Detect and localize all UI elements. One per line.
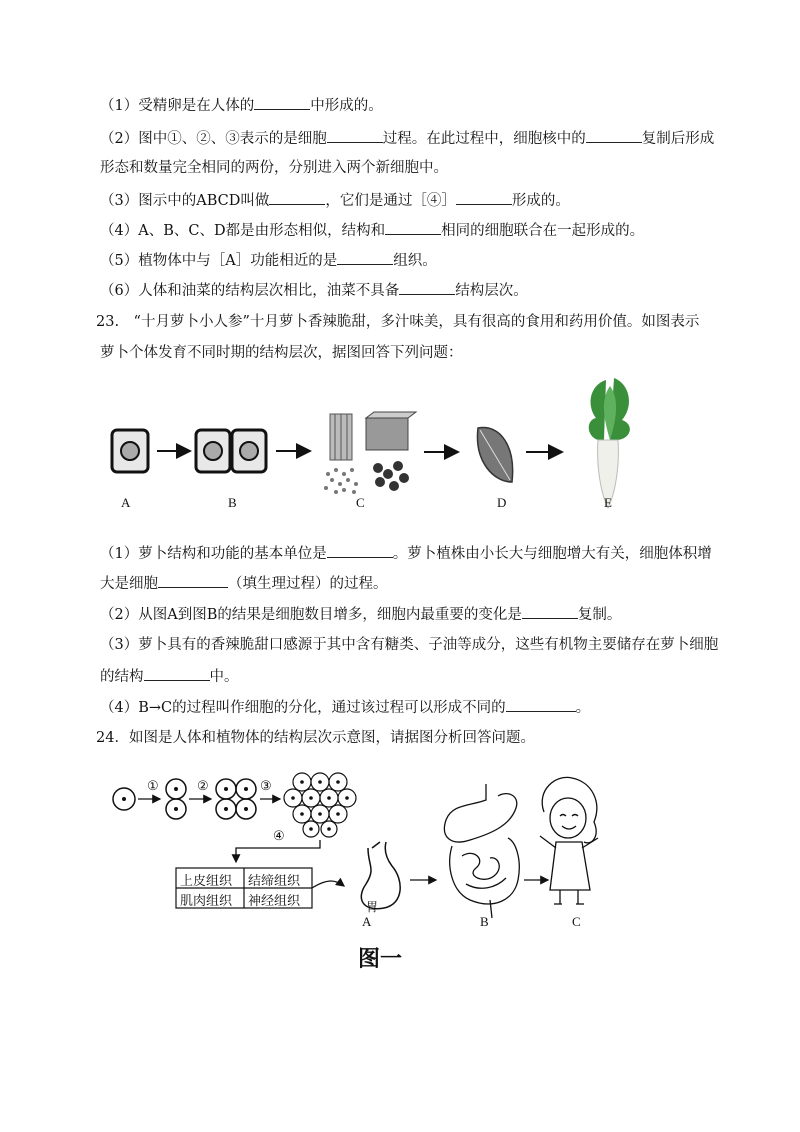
q22-line-2b: 形态和数量完全相同的两份，分别进入两个新细胞中。 [100, 160, 448, 176]
tissue-nervous: 神经组织 [248, 894, 301, 909]
q22-line-4: （4）A、B、C、D都是由形态相似，结构和 相同的细胞联合在一起形成的。 [100, 220, 644, 241]
step-3-label: ③ [260, 778, 272, 793]
q23-line-2: （2）从图A到图B的结果是细胞数目增多，细胞内最重要的变化是 复制。 [100, 604, 621, 625]
q23-intro-2: 萝卜个体发育不同时期的结构层次，据图回答下列问题： [100, 345, 463, 361]
step-2-label: ② [197, 778, 209, 793]
digestive-system-icon [444, 784, 519, 918]
label-c: C [356, 495, 365, 510]
q22-line-5: （5）植物体中与［A］功能相近的是 组织。 [100, 250, 437, 271]
q23-line-1b: 大是细胞 （填生理过程）的过程。 [100, 573, 388, 594]
organ-label-a: A [362, 914, 372, 929]
four-cells-icon [216, 779, 256, 819]
stomach-label: 胃 [366, 900, 379, 914]
q22-line-1: （1）受精卵是在人体的 中形成的。 [100, 95, 383, 116]
tissue-muscle: 肌肉组织 [180, 894, 233, 909]
label-a: A [121, 495, 131, 510]
label-d: D [497, 495, 507, 510]
figure-caption: 图一 [358, 947, 403, 972]
girl-icon [540, 777, 598, 904]
q23-line-1: （1）萝卜结构和功能的基本单位是 。萝卜植株由小长大与细胞增大有关，细胞体积增 [100, 543, 712, 564]
q23-line-3b: 的结构 中。 [100, 666, 239, 687]
label-b: B [228, 495, 237, 510]
two-cells-icon [166, 779, 186, 819]
q23-line-3: （3）萝卜具有的香辣脆甜口感源于其中含有糖类、子油等成分，这些有机物主要储存在萝卜细胞 [100, 637, 719, 653]
body-label-c: C [572, 914, 581, 929]
q22-line-6: （6）人体和油菜的结构层次相比，油菜不具备 结构层次。 [100, 280, 528, 301]
tissue-connective: 结缔组织 [248, 874, 301, 889]
q24-intro: 24．如图是人体和植物体的结构层次示意图，请据图分析回答问题。 [96, 730, 535, 746]
q23-intro-1: 23. “十月萝卜小人参”十月萝卜香辣脆甜，多汁味美，具有很高的食用和药用价值。如图表示 [96, 314, 700, 330]
system-label-b: B [480, 914, 489, 929]
q22-line-2: （2）图中①、②、③表示的是细胞 过程。在此过程中，细胞核中的 复制后形成 [100, 128, 714, 149]
q23-line-4: （4）B→C的过程叫作细胞的分化，通过该过程可以形成不同的 。 [100, 697, 590, 718]
step-1-label: ① [147, 778, 159, 793]
step-4-label: ④ [273, 828, 285, 843]
tissue-epithelial: 上皮组织 [180, 874, 233, 889]
single-cell-icon [113, 788, 135, 810]
q22-line-3: （3）图示中的ABCD叫做 ，它们是通过［④］ 形成的。 [100, 190, 570, 211]
label-e: E [604, 495, 612, 510]
